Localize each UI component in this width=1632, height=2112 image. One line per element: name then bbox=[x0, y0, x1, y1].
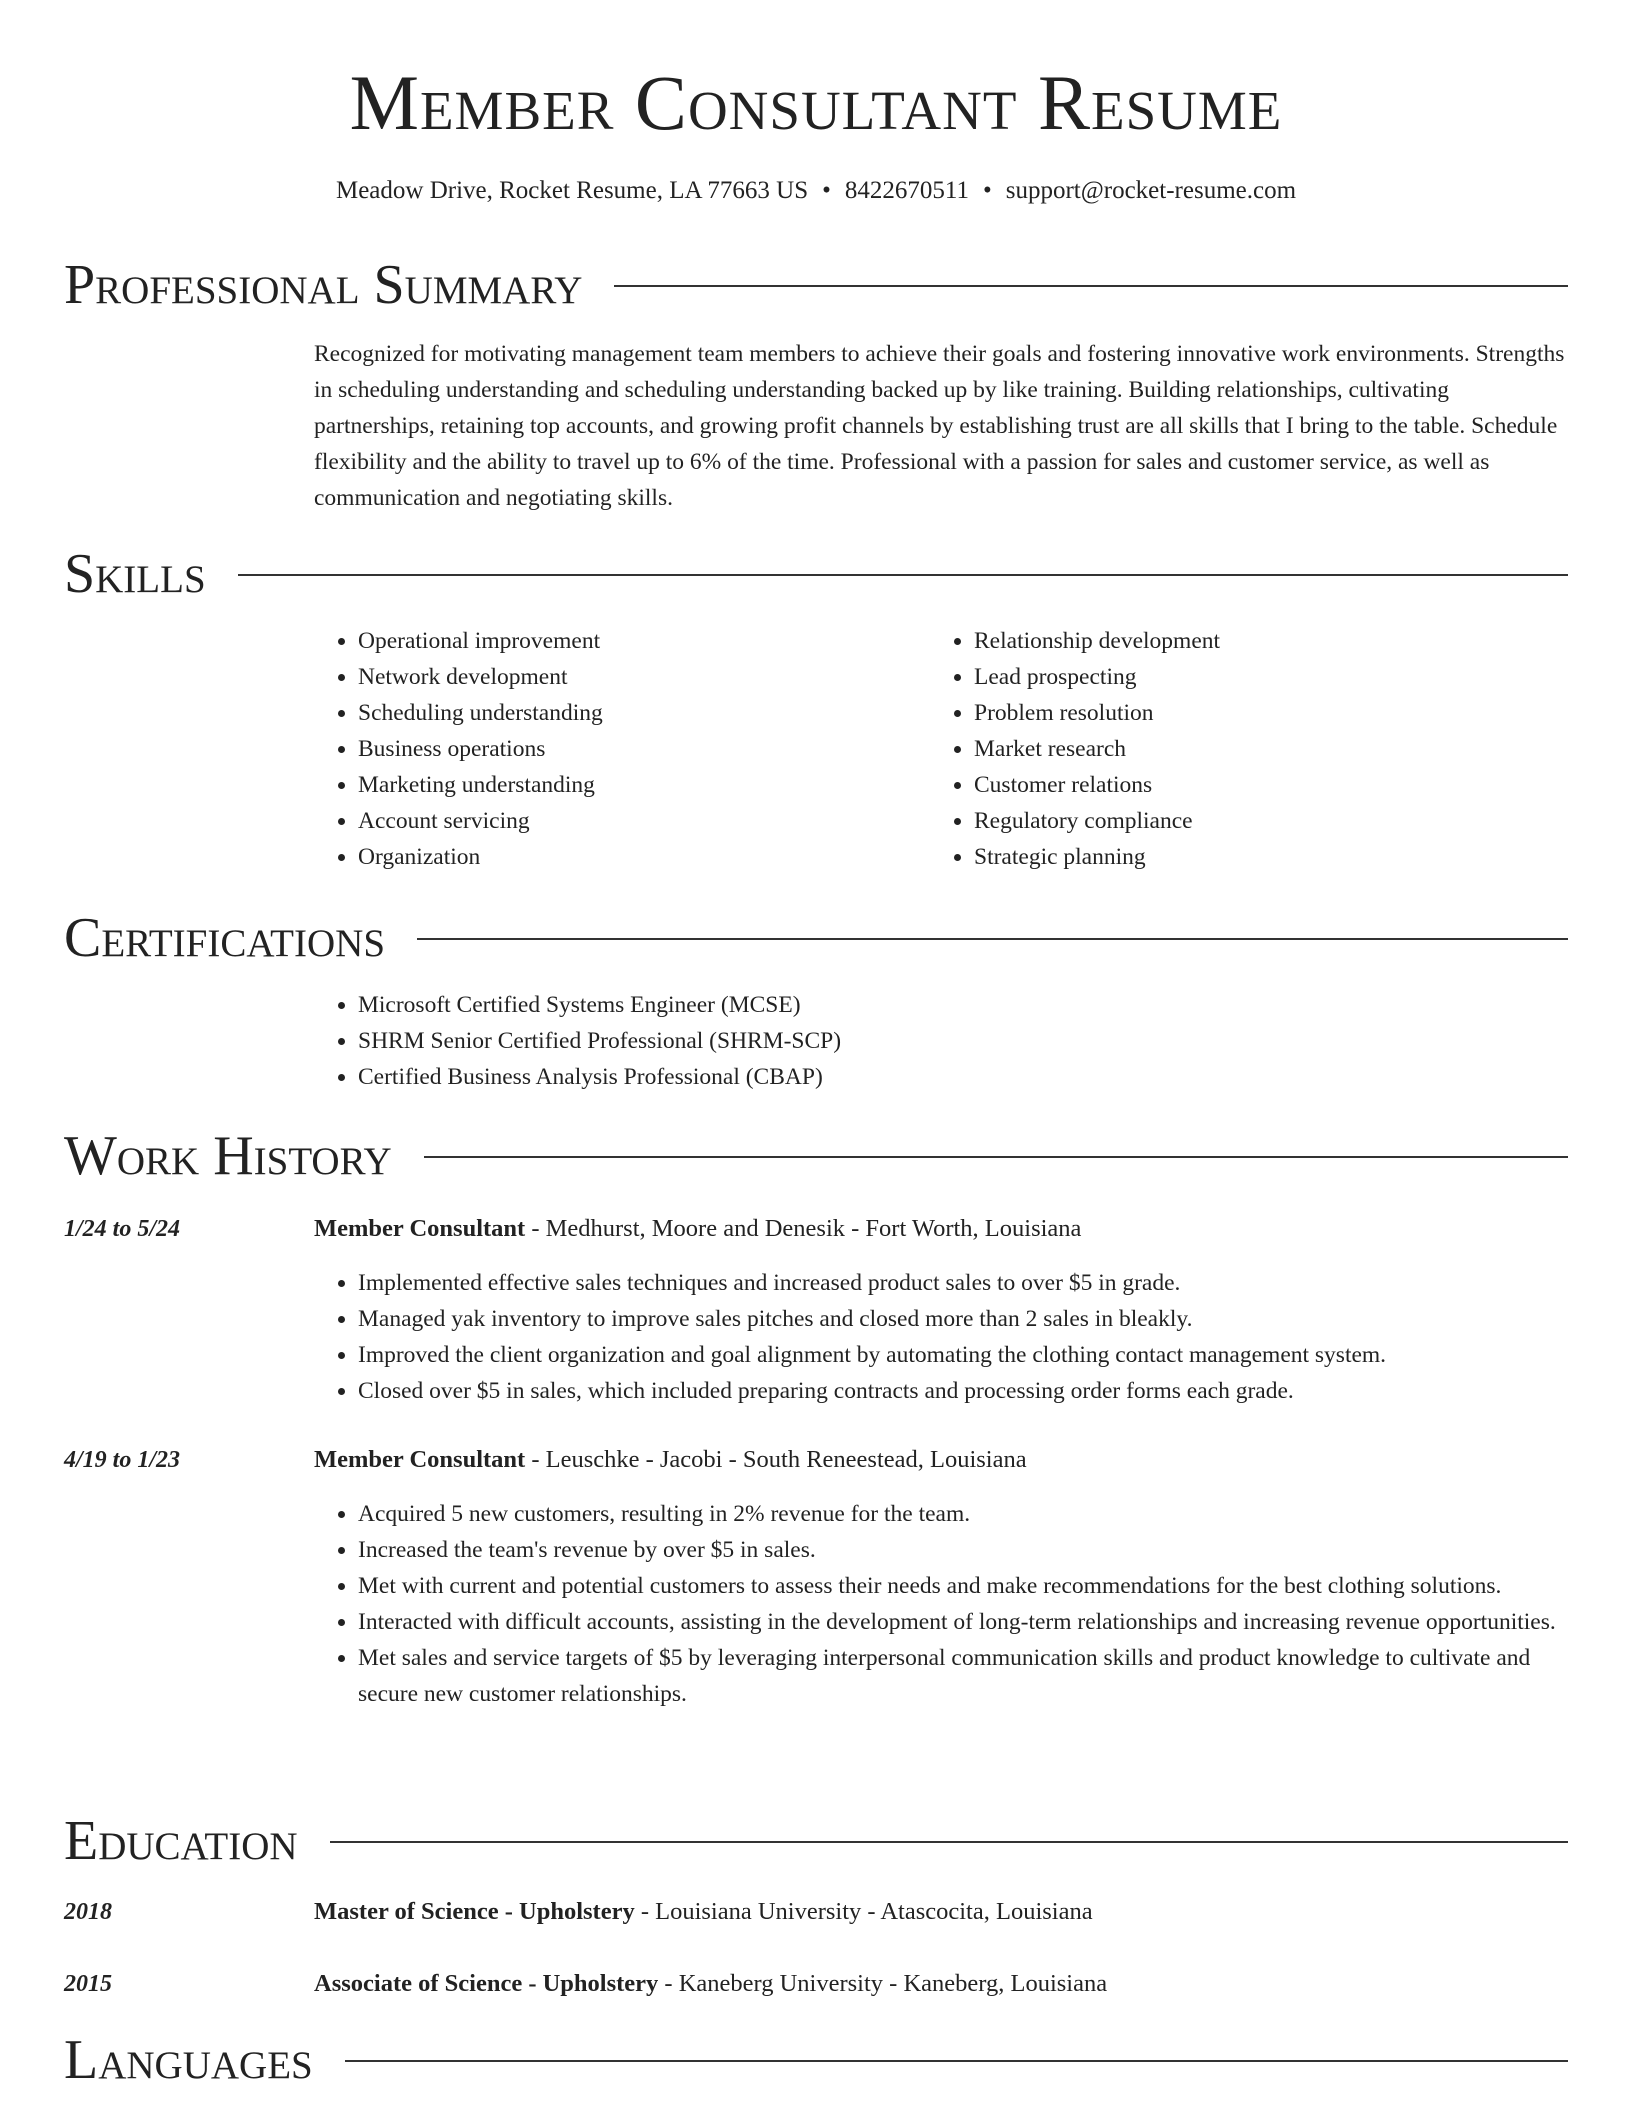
job-employer: - Medhurst, Moore and Denesik - Fort Worth, Louisiana bbox=[525, 1215, 1082, 1242]
section-title: Work History bbox=[64, 1125, 392, 1187]
section-title: Certifications bbox=[64, 907, 386, 969]
skill-item: • Account servicing bbox=[358, 803, 928, 839]
skill-item: • Regulatory compliance bbox=[974, 803, 1574, 839]
job-title: Member Consultant bbox=[314, 1215, 526, 1242]
job-bullet: • Improved the client organization and goal alignment by automating the clothing contact management system. bbox=[358, 1337, 1568, 1373]
certification-item: • SHRM Senior Certified Professional (SHRM-SCP) bbox=[358, 1023, 1568, 1059]
job-bullets bbox=[314, 1265, 1568, 1409]
education-degree: Associate of Science - Upholstery bbox=[314, 1970, 659, 1997]
section-title: Languages bbox=[64, 2029, 313, 2091]
education-school: - Kaneberg University - Kaneberg, Louisiana bbox=[658, 1970, 1108, 1997]
skills-list-right bbox=[930, 623, 1574, 875]
skill-item: • Lead prospecting bbox=[974, 659, 1574, 695]
job-bullet: • Interacted with difficult accounts, assisting in the development of long-term relationships and increasing revenue opportunities. bbox=[358, 1604, 1568, 1640]
contact-address: Meadow Drive, Rocket Resume, LA 77663 US bbox=[335, 177, 809, 204]
section-title: Skills bbox=[64, 543, 206, 605]
skill-item: • Scheduling understanding bbox=[358, 695, 928, 731]
contact-email: support@rocket-resume.com bbox=[1005, 177, 1297, 204]
education-year: 2018 bbox=[64, 1899, 112, 1925]
job-dates: 4/19 to 1/23 bbox=[64, 1447, 181, 1473]
job-bullets bbox=[314, 1496, 1568, 1712]
skill-item: • Network development bbox=[358, 659, 928, 695]
section-rule bbox=[417, 938, 1568, 940]
education-school: - Louisiana University - Atascocita, Louisiana bbox=[634, 1898, 1093, 1925]
skill-item: • Problem resolution bbox=[974, 695, 1574, 731]
section-rule bbox=[614, 285, 1568, 287]
skill-item: • Organization bbox=[358, 839, 928, 875]
section-rule bbox=[238, 574, 1568, 576]
section-rule bbox=[330, 1841, 1568, 1843]
contact-line bbox=[0, 174, 1632, 208]
skill-item: • Business operations bbox=[358, 731, 928, 767]
skill-item: • Operational improvement bbox=[358, 623, 928, 659]
certifications-list bbox=[314, 987, 1568, 1095]
work-history-heading bbox=[64, 1124, 1568, 1188]
skill-item: • Marketing understanding bbox=[358, 767, 928, 803]
contact-phone: 8422670511 bbox=[844, 177, 969, 204]
skill-item: • Customer relations bbox=[974, 767, 1574, 803]
skills-list-left bbox=[314, 623, 928, 875]
skill-item: • Strategic planning bbox=[974, 839, 1574, 875]
contact-separator: • bbox=[822, 177, 831, 204]
job-dates: 1/24 to 5/24 bbox=[64, 1216, 181, 1242]
contact-separator: • bbox=[982, 177, 992, 204]
resume-title: Member Consultant Resume bbox=[349, 59, 1283, 146]
summary-text: Recognized for motivating management team members to achieve their goals and fostering innovative work environments. Strengths in scheduling understanding and scheduling understanding backed up by like training. Building relationships, cultivating partnerships, retaining top accounts, and growing profit channels by establishing trust are all skills that I bring to the table. Schedule flexibility and the ability to travel up to 6% of the time. Professional with a passion for sales and customer service, as well as communication and negotiating skills. bbox=[314, 341, 1565, 511]
skills-heading bbox=[64, 542, 1568, 606]
section-rule bbox=[345, 2060, 1568, 2062]
education-degree: Master of Science - Upholstery bbox=[314, 1898, 635, 1925]
skill-item: • Relationship development bbox=[974, 623, 1574, 659]
section-rule bbox=[424, 1156, 1568, 1158]
job-bullet: • Managed yak inventory to improve sales pitches and closed more than 2 sales in bleakly. bbox=[358, 1301, 1568, 1337]
certifications-heading bbox=[64, 906, 1568, 970]
job-bullet: • Increased the team's revenue by over $5 in sales. bbox=[358, 1532, 1568, 1568]
education-entry bbox=[314, 1894, 1568, 1930]
certification-item: • Certified Business Analysis Professional (CBAP) bbox=[358, 1059, 1568, 1095]
job-heading bbox=[314, 1442, 1568, 1478]
job-employer: - Leuschke - Jacobi - South Reneestead, Louisiana bbox=[525, 1446, 1027, 1473]
job-bullet: • Implemented effective sales techniques and increased product sales to over $5 in grade. bbox=[358, 1265, 1568, 1301]
job-heading bbox=[314, 1211, 1568, 1247]
certification-item: • Microsoft Certified Systems Engineer (MCSE) bbox=[358, 987, 1568, 1023]
summary-heading bbox=[64, 253, 1568, 317]
job-bullet: • Acquired 5 new customers, resulting in 2% revenue for the team. bbox=[358, 1496, 1568, 1532]
languages-heading bbox=[64, 2028, 1568, 2092]
skill-item: • Market research bbox=[974, 731, 1574, 767]
section-title: Education bbox=[64, 1810, 298, 1872]
section-title: Professional Summary bbox=[64, 254, 583, 316]
job-bullet: • Closed over $5 in sales, which included preparing contracts and processing order forms each grade. bbox=[358, 1373, 1568, 1409]
job-bullet: • Met with current and potential customers to assess their needs and make recommendations for the best clothing solutions. bbox=[358, 1568, 1568, 1604]
education-heading bbox=[64, 1809, 1568, 1873]
education-year: 2015 bbox=[64, 1971, 112, 1997]
job-bullet: • Met sales and service targets of $5 by leveraging interpersonal communication skills and product knowledge to cultivate and secure new customer relationships. bbox=[358, 1640, 1568, 1712]
education-entry bbox=[314, 1966, 1568, 2002]
job-title: Member Consultant bbox=[314, 1446, 526, 1473]
